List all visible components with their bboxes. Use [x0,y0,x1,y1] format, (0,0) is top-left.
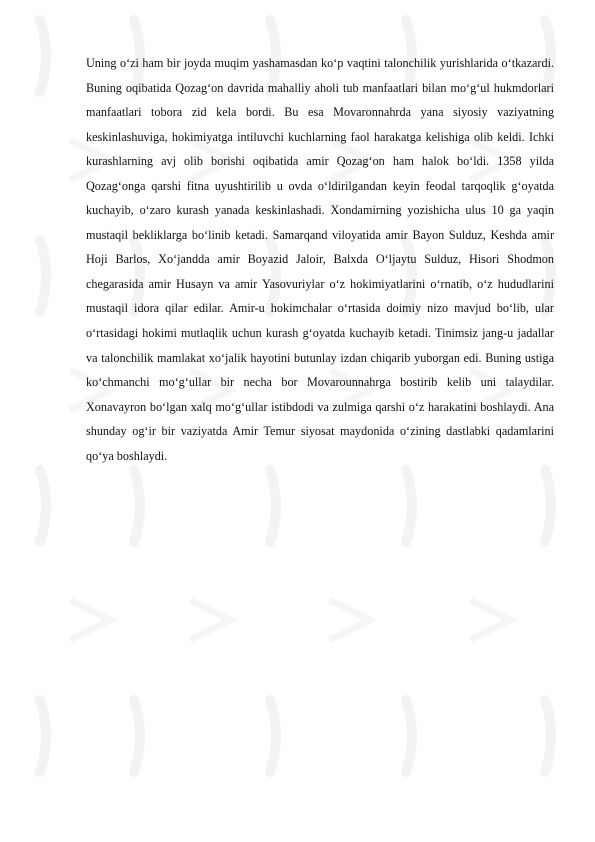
body-paragraph: Uning o‘zi ham bir joyda muqim yashamasdan ko‘p vaqtini talonchilik yurishlarida o‘tkazardi. Buning oqibatida Qozag‘on davrida mahalliy aholi tub manfaatlari bilan mo‘g‘ul hukmdorlari manfaatlari tobora zid kela bordi. Bu esa Movaronnahrda yana siyosiy vaziyatning keskinlashuviga, hokimiyatga intiluvchi kuchlarning faol harakatga kelishiga olib keldi. Ichki kurashlarning avj olib borishi oqibatida amir Qozag‘on ham halok bo‘ldi. 1358 yilda Qozag‘onga qarshi fitna uyushtirilib u ovda o‘ldirilgandan keyin feodal tarqoqlik g‘oyatda kuchayib, o‘zaro kurash yanada keskinlashadi. Xondamirning yozishicha ulus 10 ga yaqin mustaqil bekliklarga bo‘linib ketadi. Samarqand viloyatida amir Bayon Sulduz, Keshda amir Hoji Barlos, Xo‘jandda amir Boyazid Jaloir, Balxda O‘ljaytu Sulduz, Hisori Shodmon chegarasida amir Husayn va amir Yasovuriylar o‘z hokimiyatlarini o‘rnatib, o‘z hududlarini mustaqil idora qilar edilar. Amir-u hokimchalar o‘rtasida doimiy nizo mavjud bo‘lib, ular o‘rtasidagi hokimi mutlaqlik uchun kurash g‘oyatda kuchayib ketadi. Tinimsiz jang-u jadallar va talonchilik mamlakat xo‘jalik hayotini butunlay izdan chiqarib yuborgan edi. Buning ustiga ko‘chmanchi mo‘g‘ullar bir necha bor Movarounnahrga bostirib kelib uni talaydilar. Xonavayron bo‘lgan xalq mo‘g‘ullar istibdodi va zulmiga qarshi o‘z harakatini boshlaydi. Ana shunday og‘ir bir vaziyatda Amir Temur siyosat maydonida o‘zining dastlabki qadamlarini qo‘ya boshlaydi. [86,56,554,463]
